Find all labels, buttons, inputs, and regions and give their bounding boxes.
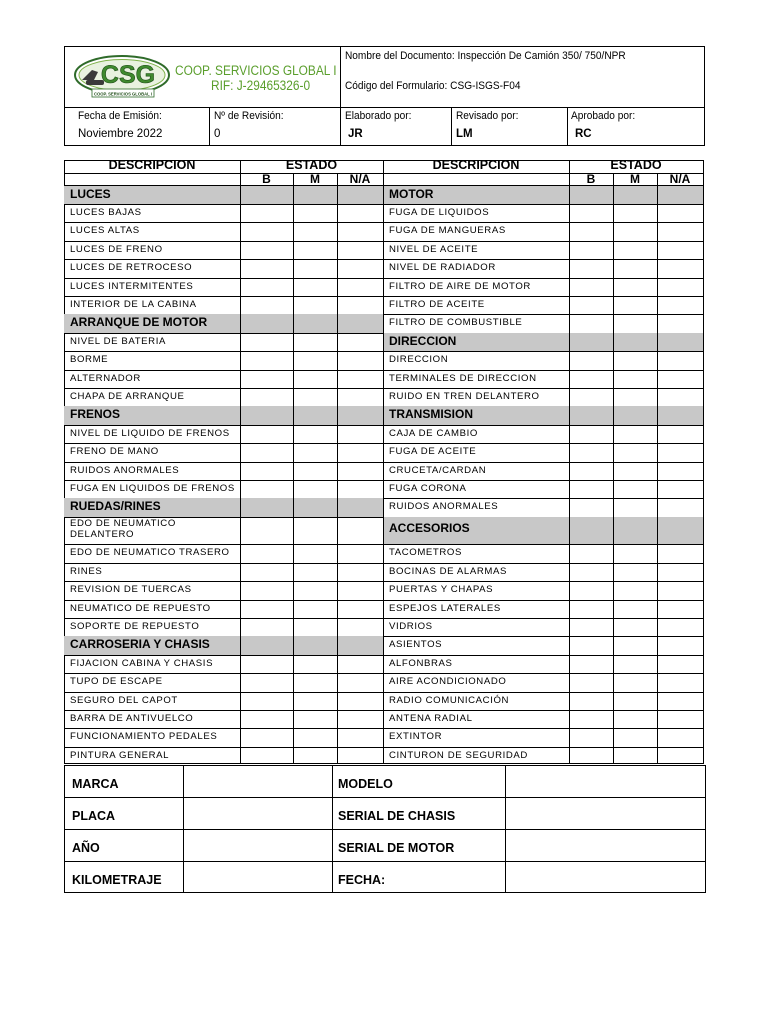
status-m-cell[interactable]: [294, 297, 337, 314]
status-na-cell[interactable]: [338, 463, 383, 480]
category-header: FRENOS: [64, 406, 383, 424]
status-b-cell[interactable]: [570, 499, 613, 516]
status-m-cell[interactable]: [294, 223, 337, 240]
status-m-cell[interactable]: [614, 279, 657, 296]
status-na-cell[interactable]: [658, 389, 703, 406]
status-m-cell[interactable]: [614, 619, 657, 636]
status-b-cell[interactable]: [570, 315, 613, 332]
status-na-cell[interactable]: [658, 444, 703, 461]
status-b-cell[interactable]: [570, 711, 613, 728]
col-header-estado: ESTADO: [285, 158, 338, 172]
elaborado-value: JR: [348, 128, 363, 140]
status-na-cell[interactable]: [338, 444, 383, 461]
status-m-cell[interactable]: [294, 371, 337, 388]
status-m-cell[interactable]: [294, 748, 337, 765]
status-na-cell[interactable]: [658, 297, 703, 314]
checklist-item-label: TUPO DE ESCAPE: [70, 676, 163, 688]
status-m-cell[interactable]: [294, 582, 337, 599]
category-header: LUCES: [64, 186, 383, 204]
checklist-item-label: AIRE ACONDICIONADO: [389, 676, 507, 688]
serial-chasis-label: SERIAL DE CHASIS: [338, 809, 456, 823]
status-b-cell[interactable]: [241, 223, 293, 240]
status-m-cell[interactable]: [614, 601, 657, 618]
status-na-cell[interactable]: [658, 463, 703, 480]
status-na-cell[interactable]: [658, 545, 703, 562]
status-b-cell[interactable]: [570, 619, 613, 636]
status-b-cell[interactable]: [570, 564, 613, 581]
category-header: MOTOR: [383, 186, 703, 204]
status-m-cell[interactable]: [614, 223, 657, 240]
marca-field[interactable]: [184, 766, 332, 797]
status-b-cell[interactable]: [570, 426, 613, 443]
status-b-cell[interactable]: [570, 582, 613, 599]
serial-chasis-field[interactable]: [506, 798, 705, 829]
checklist-item-label: CINTURON DE SEGURIDAD: [389, 749, 528, 761]
aprobado-label: Aprobado por:: [571, 110, 636, 122]
status-m-cell[interactable]: [294, 352, 337, 369]
checklist-item-label: FIJACION CABINA Y CHASIS: [70, 657, 214, 669]
status-m-cell[interactable]: [614, 371, 657, 388]
status-b-cell[interactable]: [241, 619, 293, 636]
status-b-cell[interactable]: [570, 481, 613, 498]
status-b-cell[interactable]: [570, 444, 613, 461]
status-m-cell[interactable]: [294, 426, 337, 443]
checklist-item-label: SEGURO DEL CAPOT: [70, 694, 178, 706]
header-divider: [64, 107, 705, 108]
col-header-na: N/A: [669, 172, 691, 186]
status-na-cell[interactable]: [658, 352, 703, 369]
status-b-cell[interactable]: [241, 205, 293, 222]
company-name: COOP. SERVICIOS GLOBAL I: [175, 63, 337, 78]
checklist-item-label: ESPEJOS LATERALES: [389, 602, 501, 614]
status-b-cell[interactable]: [570, 371, 613, 388]
status-b-cell[interactable]: [570, 352, 613, 369]
column-gridline: [613, 185, 614, 764]
checklist-item-label: TACOMETROS: [389, 547, 462, 559]
checklist-item-label: ANTENA RADIAL: [389, 712, 473, 724]
checklist-item-label: LUCES DE FRENO: [70, 243, 163, 255]
status-m-cell[interactable]: [614, 748, 657, 765]
status-m-cell[interactable]: [294, 463, 337, 480]
status-m-cell[interactable]: [294, 656, 337, 673]
status-b-cell[interactable]: [570, 545, 613, 562]
checklist-item-label: FUGA CORONA: [389, 482, 467, 494]
status-b-cell[interactable]: [570, 223, 613, 240]
checklist-item-label: TERMINALES DE DIRECCION: [389, 372, 537, 384]
status-b-cell[interactable]: [241, 545, 293, 562]
status-na-cell[interactable]: [658, 279, 703, 296]
status-m-cell[interactable]: [614, 315, 657, 332]
status-na-cell[interactable]: [338, 242, 383, 259]
status-b-cell[interactable]: [241, 711, 293, 728]
status-na-cell[interactable]: [658, 674, 703, 691]
status-b-cell[interactable]: [241, 242, 293, 259]
status-m-cell[interactable]: [294, 481, 337, 498]
checklist-item-label: ASIENTOS: [389, 639, 443, 651]
status-b-cell[interactable]: [570, 463, 613, 480]
checklist-item-label: NIVEL DE BATERIA: [70, 335, 166, 347]
status-m-cell[interactable]: [294, 601, 337, 618]
status-na-cell[interactable]: [338, 297, 383, 314]
checklist-item-label: BORME: [70, 354, 109, 366]
col-header-m: M: [310, 172, 320, 186]
fecha-field[interactable]: [506, 862, 705, 893]
status-na-cell[interactable]: [658, 656, 703, 673]
status-b-cell[interactable]: [241, 518, 293, 545]
col-header-b: B: [586, 172, 596, 186]
checklist-item-label: BOCINAS DE ALARMAS: [389, 565, 507, 577]
status-na-cell[interactable]: [658, 315, 703, 332]
status-na-cell[interactable]: [658, 693, 703, 710]
revision-value: 0: [214, 128, 221, 140]
checklist-item-label: FRENO DE MANO: [70, 446, 159, 458]
status-m-cell[interactable]: [294, 693, 337, 710]
checklist-item-label: FUGA EN LIQUIDOS DE FRENOS: [70, 482, 235, 494]
status-b-cell[interactable]: [241, 729, 293, 746]
status-m-cell[interactable]: [614, 481, 657, 498]
col-header-na: N/A: [349, 172, 371, 186]
status-na-cell[interactable]: [658, 205, 703, 222]
checklist-item-label: FUGA DE ACEITE: [389, 446, 477, 458]
status-b-cell[interactable]: [241, 601, 293, 618]
status-b-cell[interactable]: [241, 444, 293, 461]
status-m-cell[interactable]: [294, 389, 337, 406]
status-m-cell[interactable]: [294, 674, 337, 691]
status-b-cell[interactable]: [570, 656, 613, 673]
marca-label: MARCA: [72, 777, 119, 791]
company-rif: RIF: J-29465326-0: [211, 78, 311, 93]
status-b-cell[interactable]: [241, 371, 293, 388]
checklist-item-label: FUNCIONAMIENTO PEDALES: [70, 731, 218, 743]
header-divider: [451, 107, 452, 146]
status-m-cell[interactable]: [614, 260, 657, 277]
status-na-cell[interactable]: [338, 279, 383, 296]
status-na-cell[interactable]: [338, 481, 383, 498]
svg-text:CSG: CSG: [100, 61, 156, 89]
checklist-item-label: SOPORTE DE REPUESTO: [70, 620, 200, 632]
status-b-cell[interactable]: [241, 426, 293, 443]
status-na-cell[interactable]: [338, 711, 383, 728]
status-na-cell[interactable]: [658, 481, 703, 498]
header-divider: [209, 107, 210, 146]
category-header: RUEDAS/RINES: [64, 498, 383, 516]
document-name: Nombre del Documento: Inspección De Camión 350/ 750/NPR: [345, 50, 626, 62]
status-na-cell[interactable]: [338, 223, 383, 240]
status-m-cell[interactable]: [614, 637, 657, 654]
status-b-cell[interactable]: [570, 748, 613, 765]
status-m-cell[interactable]: [614, 352, 657, 369]
column-gridline: [293, 185, 294, 764]
elaborado-label: Elaborado por:: [345, 110, 412, 122]
status-b-cell[interactable]: [570, 297, 613, 314]
status-b-cell[interactable]: [241, 352, 293, 369]
status-na-cell[interactable]: [658, 499, 703, 516]
status-na-cell[interactable]: [338, 674, 383, 691]
status-m-cell[interactable]: [614, 242, 657, 259]
status-m-cell[interactable]: [294, 279, 337, 296]
checklist-item-label: VIDRIOS: [389, 620, 433, 632]
status-m-cell[interactable]: [614, 444, 657, 461]
status-m-cell[interactable]: [614, 693, 657, 710]
checklist-item-label: NIVEL DE LIQUIDO DE FRENOS: [70, 427, 230, 439]
status-m-cell[interactable]: [614, 582, 657, 599]
status-na-cell[interactable]: [338, 656, 383, 673]
checklist-item-label: CRUCETA/CARDAN: [389, 464, 487, 476]
placa-field[interactable]: [184, 798, 332, 829]
revisado-value: LM: [456, 128, 473, 140]
checklist-item-label: FUGA DE MANGUERAS: [389, 225, 506, 237]
status-na-cell[interactable]: [658, 426, 703, 443]
status-na-cell[interactable]: [658, 619, 703, 636]
status-m-cell[interactable]: [614, 711, 657, 728]
checklist-item-label: LUCES INTERMITENTES: [70, 280, 194, 292]
status-m-cell[interactable]: [614, 499, 657, 516]
checklist-item-label: RUIDO EN TREN DELANTERO: [389, 390, 540, 402]
checklist-item-label: FILTRO DE COMBUSTIBLE: [389, 317, 523, 329]
fecha-label: FECHA:: [338, 873, 386, 887]
status-na-cell[interactable]: [658, 582, 703, 599]
status-m-cell[interactable]: [294, 545, 337, 562]
col-header-descripcion: DESCRIPCION: [432, 158, 520, 172]
status-m-cell[interactable]: [294, 619, 337, 636]
status-na-cell[interactable]: [658, 711, 703, 728]
status-na-cell[interactable]: [338, 582, 383, 599]
category-header: DIRECCION: [383, 333, 703, 351]
form-code: Código del Formulario: CSG-ISGS-F04: [345, 80, 521, 92]
kilometraje-label: KILOMETRAJE: [72, 873, 162, 887]
status-na-cell[interactable]: [658, 371, 703, 388]
checklist-item-label: DIRECCION: [389, 354, 449, 366]
status-m-cell[interactable]: [294, 334, 337, 351]
status-m-cell[interactable]: [614, 564, 657, 581]
checklist-item-label: RUIDOS ANORMALES: [70, 464, 180, 476]
checklist-item-label: EXTINTOR: [389, 731, 443, 743]
status-m-cell[interactable]: [614, 656, 657, 673]
status-b-cell[interactable]: [570, 601, 613, 618]
status-b-cell[interactable]: [241, 656, 293, 673]
status-na-cell[interactable]: [338, 545, 383, 562]
status-m-cell[interactable]: [614, 674, 657, 691]
revisado-label: Revisado por:: [456, 110, 519, 122]
status-m-cell[interactable]: [294, 260, 337, 277]
status-m-cell[interactable]: [614, 389, 657, 406]
status-na-cell[interactable]: [338, 601, 383, 618]
status-b-cell[interactable]: [570, 260, 613, 277]
status-b-cell[interactable]: [241, 463, 293, 480]
status-b-cell[interactable]: [241, 297, 293, 314]
category-header: CARROSERIA Y CHASIS: [64, 636, 383, 654]
checklist-item-label: ALTERNADOR: [70, 372, 141, 384]
checklist-item-label: LUCES DE RETROCESO: [70, 262, 193, 274]
status-b-cell[interactable]: [241, 481, 293, 498]
status-b-cell[interactable]: [570, 205, 613, 222]
checklist-item-label: PINTURA GENERAL: [70, 749, 170, 761]
column-gridline: [337, 185, 338, 764]
status-na-cell[interactable]: [658, 564, 703, 581]
status-na-cell[interactable]: [338, 389, 383, 406]
checklist-item-label: LUCES ALTAS: [70, 225, 140, 237]
checklist-item-label: PUERTAS Y CHAPAS: [389, 584, 494, 596]
status-na-cell[interactable]: [658, 729, 703, 746]
status-m-cell[interactable]: [614, 297, 657, 314]
serial-motor-field[interactable]: [506, 830, 705, 861]
checklist-item-label: FILTRO DE AIRE DE MOTOR: [389, 280, 531, 292]
status-na-cell[interactable]: [338, 518, 383, 545]
status-na-cell[interactable]: [658, 223, 703, 240]
modelo-field[interactable]: [506, 766, 705, 797]
status-b-cell[interactable]: [570, 693, 613, 710]
checklist-item-label: BARRA DE ANTIVUELCO: [70, 712, 194, 724]
status-m-cell[interactable]: [614, 545, 657, 562]
status-na-cell[interactable]: [338, 426, 383, 443]
column-gridline: [240, 185, 241, 764]
column-gridline: [657, 185, 658, 764]
checklist-item-label: EDO DE NEUMATICO TRASERO: [70, 547, 230, 559]
status-na-cell[interactable]: [658, 242, 703, 259]
status-b-cell[interactable]: [241, 279, 293, 296]
status-b-cell[interactable]: [241, 748, 293, 765]
checklist-item-label: RADIO COMUNICACIÓN: [389, 694, 510, 706]
fecha-emision-value: Noviembre 2022: [78, 128, 163, 140]
col-header-descripcion: DESCRIPCION: [108, 158, 196, 172]
checklist-item-label: RUIDOS ANORMALES: [389, 501, 499, 513]
svg-text:COOP. SERVICIOS GLOBAL I: COOP. SERVICIOS GLOBAL I: [94, 91, 152, 97]
status-m-cell[interactable]: [294, 564, 337, 581]
column-gridline: [383, 185, 384, 764]
status-b-cell[interactable]: [570, 389, 613, 406]
status-m-cell[interactable]: [294, 729, 337, 746]
status-na-cell[interactable]: [338, 334, 383, 351]
column-gridline: [569, 185, 570, 764]
status-na-cell[interactable]: [338, 748, 383, 765]
status-m-cell[interactable]: [294, 711, 337, 728]
status-na-cell[interactable]: [338, 564, 383, 581]
status-b-cell[interactable]: [241, 334, 293, 351]
checklist-item-label: REVISION DE TUERCAS: [70, 584, 192, 596]
status-b-cell[interactable]: [241, 582, 293, 599]
status-b-cell[interactable]: [241, 564, 293, 581]
status-na-cell[interactable]: [338, 693, 383, 710]
status-b-cell[interactable]: [570, 674, 613, 691]
status-m-cell[interactable]: [614, 205, 657, 222]
status-b-cell[interactable]: [241, 674, 293, 691]
checklist-item-label: LUCES BAJAS: [70, 206, 142, 218]
company-logo: [72, 50, 172, 102]
status-na-cell[interactable]: [338, 371, 383, 388]
status-na-cell[interactable]: [338, 205, 383, 222]
status-na-cell[interactable]: [338, 619, 383, 636]
status-m-cell[interactable]: [294, 444, 337, 461]
kilometraje-field[interactable]: [184, 862, 332, 893]
status-na-cell[interactable]: [338, 729, 383, 746]
status-na-cell[interactable]: [338, 352, 383, 369]
col-header-m: M: [630, 172, 640, 186]
status-na-cell[interactable]: [658, 637, 703, 654]
fecha-emision-label: Fecha de Emisión:: [78, 110, 162, 122]
status-m-cell[interactable]: [614, 729, 657, 746]
serial-motor-label: SERIAL DE MOTOR: [338, 841, 455, 855]
revision-label: Nº de Revisión:: [214, 110, 284, 122]
status-m-cell[interactable]: [294, 518, 337, 545]
status-b-cell[interactable]: [570, 637, 613, 654]
checklist-item-label: NEUMATICO DE REPUESTO: [70, 602, 211, 614]
status-b-cell[interactable]: [570, 279, 613, 296]
header-divider: [340, 46, 341, 146]
anio-field[interactable]: [184, 830, 332, 861]
status-b-cell[interactable]: [241, 693, 293, 710]
category-header: ARRANQUE DE MOTOR: [64, 314, 383, 332]
anio-label: AÑO: [72, 841, 100, 855]
status-na-cell[interactable]: [658, 748, 703, 765]
status-na-cell[interactable]: [338, 260, 383, 277]
checklist-item-label: INTERIOR DE LA CABINA: [70, 298, 197, 310]
checklist-item-label: FUGA DE LIQUIDOS: [389, 206, 490, 218]
header-divider: [567, 107, 568, 146]
checklist-item-label: NIVEL DE RADIADOR: [389, 262, 496, 274]
modelo-label: MODELO: [338, 777, 393, 791]
status-b-cell[interactable]: [241, 389, 293, 406]
checklist-item-label: FILTRO DE ACEITE: [389, 298, 485, 310]
status-b-cell[interactable]: [570, 729, 613, 746]
checklist-item-label: CHAPA DE ARRANQUE: [70, 390, 185, 402]
status-na-cell[interactable]: [658, 260, 703, 277]
status-na-cell[interactable]: [658, 601, 703, 618]
status-b-cell[interactable]: [241, 260, 293, 277]
col-header-b: B: [262, 172, 271, 186]
checklist-item-label: NIVEL DE ACEITE: [389, 243, 479, 255]
status-m-cell[interactable]: [614, 426, 657, 443]
checklist-item-label: CAJA DE CAMBIO: [389, 427, 478, 439]
placa-label: PLACA: [72, 809, 116, 823]
status-m-cell[interactable]: [294, 205, 337, 222]
checklist-item-label: EDO DE NEUMATICO DELANTERO: [70, 517, 176, 540]
checklist-item-label: RINES: [70, 565, 103, 577]
status-m-cell[interactable]: [614, 463, 657, 480]
status-b-cell[interactable]: [570, 242, 613, 259]
aprobado-value: RC: [575, 128, 592, 140]
category-header: TRANSMISION: [383, 406, 703, 424]
category-header: ACCESORIOS: [383, 517, 703, 545]
status-m-cell[interactable]: [294, 242, 337, 259]
col-header-estado: ESTADO: [610, 158, 662, 172]
checklist-item-label: ALFONBRAS: [389, 657, 453, 669]
